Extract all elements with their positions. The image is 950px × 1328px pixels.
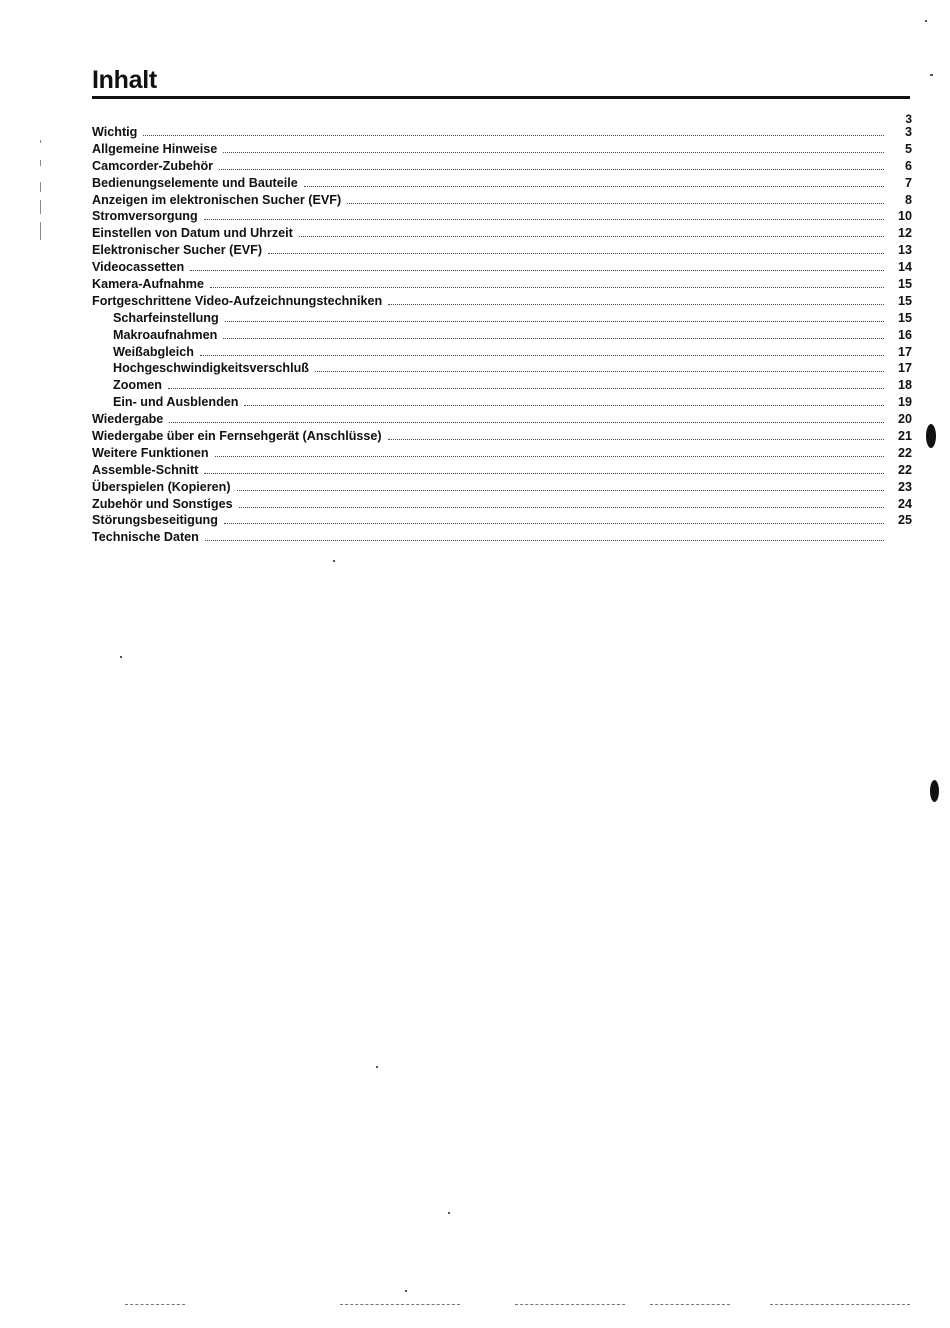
toc-entry-label: Zoomen	[113, 378, 162, 393]
toc-entry-label: Scharfeinstellung	[113, 310, 219, 325]
scan-speck	[120, 656, 122, 658]
toc-entry-page: 19	[897, 395, 912, 410]
toc-entry[interactable]	[92, 276, 914, 293]
scan-speck	[405, 1290, 407, 1292]
scan-speck	[40, 222, 41, 240]
toc-entry-label: Camcorder-Zubehör	[92, 158, 214, 173]
scan-speck	[40, 182, 41, 192]
toc-entry[interactable]	[92, 411, 914, 428]
toc-entry[interactable]	[92, 141, 914, 158]
toc-dot-leader	[299, 236, 884, 237]
toc-entry-page: 10	[897, 209, 912, 224]
scan-speck	[40, 140, 41, 143]
toc-entry[interactable]	[92, 310, 914, 327]
toc-entry[interactable]	[92, 158, 914, 175]
toc-dot-leader	[225, 321, 884, 322]
toc-dot-leader	[169, 422, 884, 423]
scan-speck	[448, 1212, 450, 1214]
toc-entry-label: Fortgeschrittene Video-Aufzeichnungstechniken	[92, 293, 383, 308]
toc-entry-label: Technische Daten	[92, 530, 199, 545]
toc-entry-label: Elektronischer Sucher (EVF)	[92, 243, 263, 258]
toc-entry[interactable]	[92, 462, 914, 479]
toc-entry-label: Allgemeine Hinweise	[92, 141, 218, 156]
top-page-number: 3	[905, 112, 912, 126]
toc-entry[interactable]	[92, 208, 914, 225]
toc-entry[interactable]	[92, 394, 914, 411]
toc-entry[interactable]	[92, 225, 914, 242]
toc-dot-leader	[204, 473, 884, 474]
toc-entry-label: Assemble-Schnitt	[92, 462, 199, 477]
toc-dot-leader	[215, 456, 884, 457]
toc-dot-leader	[223, 152, 884, 153]
margin-binding-mark	[930, 780, 939, 802]
toc-dot-leader	[204, 219, 884, 220]
toc-entry[interactable]	[92, 428, 914, 445]
toc-entry-page: 21	[897, 429, 912, 444]
toc-entry-page: 24	[897, 496, 912, 511]
toc-dot-leader	[239, 507, 884, 508]
toc-entry-page: 13	[897, 243, 912, 258]
table-of-contents	[92, 124, 914, 546]
toc-entry-page: 15	[897, 277, 912, 292]
toc-entry[interactable]	[92, 192, 914, 209]
toc-dot-leader	[223, 338, 884, 339]
toc-entry-label: Überspielen (Kopieren)	[92, 479, 231, 494]
toc-entry-label: Weitere Funktionen	[92, 445, 209, 460]
toc-dot-leader	[388, 304, 884, 305]
scan-speck	[925, 20, 927, 22]
toc-entry-label: Einstellen von Datum und Uhrzeit	[92, 226, 293, 241]
toc-entry-label: Bedienungselemente und Bauteile	[92, 175, 298, 190]
toc-dot-leader	[219, 169, 884, 170]
toc-dot-leader	[143, 135, 884, 136]
toc-entry[interactable]	[92, 124, 914, 141]
toc-dot-leader	[244, 405, 884, 406]
toc-entry[interactable]	[92, 512, 914, 529]
scan-artifact-line	[340, 1304, 460, 1306]
title-rule	[92, 96, 910, 99]
scan-speck	[376, 1066, 378, 1068]
toc-entry-page: 25	[897, 513, 912, 528]
toc-entry-page: 23	[897, 479, 912, 494]
toc-entry-page: 5	[904, 141, 912, 156]
scan-speck	[930, 74, 933, 76]
toc-entry[interactable]	[92, 360, 914, 377]
toc-entry-label: Anzeigen im elektronischen Sucher (EVF)	[92, 192, 342, 207]
toc-entry-page: 14	[897, 260, 912, 275]
toc-entry[interactable]	[92, 445, 914, 462]
toc-entry-page: 22	[897, 445, 912, 460]
toc-entry-page: 3	[904, 125, 912, 139]
toc-entry-label: Ein- und Ausblenden	[113, 395, 239, 410]
toc-entry[interactable]	[92, 529, 914, 546]
toc-entry[interactable]	[92, 175, 914, 192]
scan-artifact-line	[650, 1304, 730, 1306]
toc-entry[interactable]	[92, 377, 914, 394]
toc-dot-leader	[224, 523, 884, 524]
toc-entry-label: Zubehör und Sonstiges	[92, 496, 233, 511]
toc-entry-page: 15	[897, 293, 912, 308]
toc-entry-page: 22	[897, 462, 912, 477]
margin-binding-mark	[926, 424, 936, 448]
scan-artifact-line	[125, 1304, 185, 1306]
toc-dot-leader	[200, 355, 884, 356]
toc-dot-leader	[347, 203, 884, 204]
toc-entry-page: 15	[897, 310, 912, 325]
toc-entry-page: 12	[897, 226, 912, 241]
toc-entry-label: Videocassetten	[92, 260, 185, 275]
toc-entry-label: Weißabgleich	[113, 344, 194, 359]
toc-entry[interactable]	[92, 344, 914, 361]
toc-dot-leader	[237, 490, 884, 491]
toc-entry-page: 18	[897, 378, 912, 393]
toc-entry-label: Kamera-Aufnahme	[92, 277, 204, 292]
toc-entry[interactable]	[92, 327, 914, 344]
toc-entry[interactable]	[92, 242, 914, 259]
toc-dot-leader	[210, 287, 884, 288]
scan-speck	[333, 560, 335, 562]
scan-artifact-line	[515, 1304, 625, 1306]
toc-entry-label: Hochgeschwindigkeitsverschluß	[113, 361, 309, 376]
toc-entry-page: 6	[904, 158, 912, 173]
toc-entry-page: 16	[897, 327, 912, 342]
toc-dot-leader	[205, 540, 884, 541]
toc-dot-leader	[315, 371, 884, 372]
toc-dot-leader	[304, 186, 884, 187]
page-title: Inhalt	[92, 66, 157, 94]
toc-entry-page: 20	[897, 412, 912, 427]
toc-entry-label: Makroaufnahmen	[113, 327, 218, 342]
toc-dot-leader	[388, 439, 884, 440]
scan-speck	[40, 200, 41, 214]
toc-entry-label: Stromversorgung	[92, 209, 198, 224]
toc-dot-leader	[168, 388, 884, 389]
toc-entry-label: Wiedergabe	[92, 412, 164, 427]
toc-entry-page: 8	[904, 192, 912, 207]
toc-entry-page: 7	[904, 175, 912, 190]
toc-entry-label: Wichtig	[92, 125, 138, 139]
toc-dot-leader	[190, 270, 884, 271]
scan-artifact-line	[770, 1304, 910, 1306]
toc-entry[interactable]	[92, 293, 914, 310]
toc-entry-label: Wiedergabe über ein Fernsehgerät (Anschlüsse)	[92, 429, 382, 444]
toc-entry[interactable]	[92, 479, 914, 496]
toc-entry[interactable]	[92, 496, 914, 513]
toc-entry-page: 17	[897, 344, 912, 359]
toc-entry[interactable]	[92, 259, 914, 276]
toc-entry-label: Störungsbeseitigung	[92, 513, 218, 528]
toc-entry-page: 17	[897, 361, 912, 376]
toc-dot-leader	[268, 253, 884, 254]
scan-speck	[40, 160, 41, 166]
